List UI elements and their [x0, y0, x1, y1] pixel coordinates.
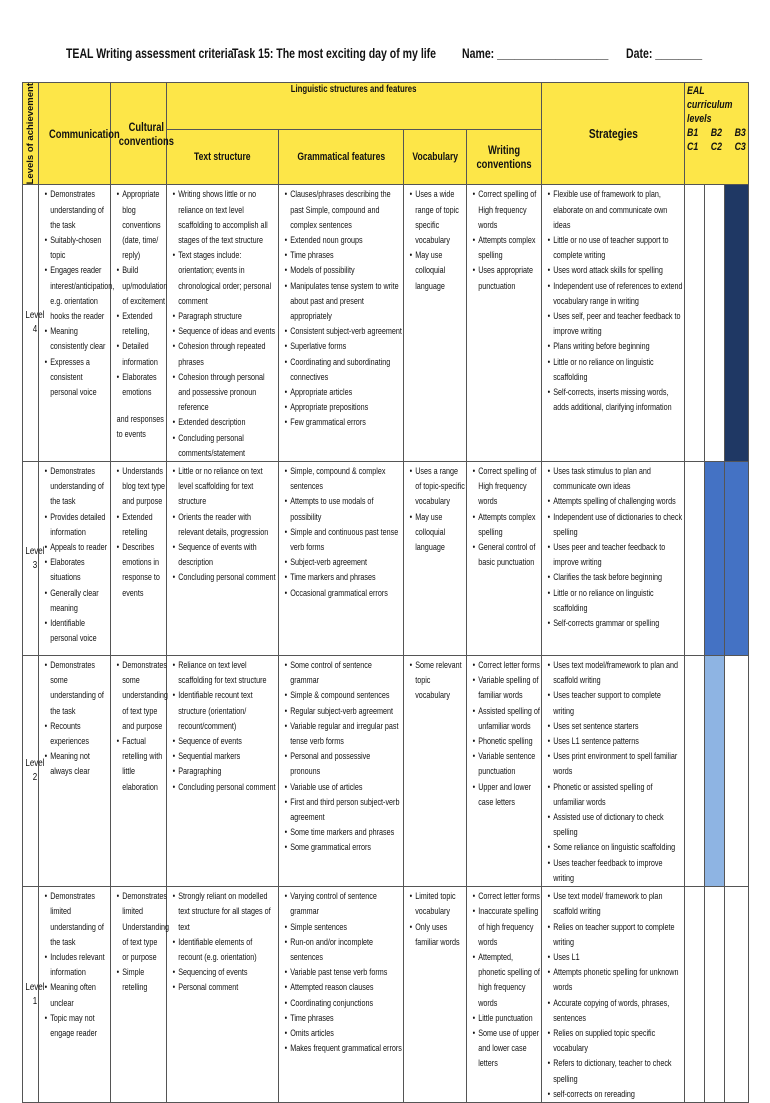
criteria-item: • Superlative forms	[285, 339, 403, 354]
criteria-item: • Extended retelling	[117, 510, 166, 540]
criteria-item: • Variable spelling of familiar words	[473, 673, 541, 703]
criteria-item: • Writing shows little or no reliance on text level scaffolding to accomplish all stages of the text structure	[173, 187, 278, 248]
criteria-item: • Upper and lower case letters	[473, 780, 541, 810]
writing-header: Writing conventions	[467, 130, 542, 185]
criteria-item: • Varying control of sentence grammar	[285, 889, 403, 919]
criteria-item: • Engages reader interest/anticipation, e.g. orientation hooks the reader	[45, 263, 110, 324]
criteria-item: • Variable regular and irregular past tense verb forms	[285, 719, 403, 749]
criteria-item: • Correct letter forms	[473, 889, 541, 904]
strategies-cell	[542, 462, 685, 656]
criteria-item: • Coordinating and subordinating connectives	[285, 355, 403, 385]
criteria-item: • Generally clear meaning	[45, 586, 110, 616]
criteria-item: • Coordinating conjunctions	[285, 996, 403, 1011]
criteria-item: • Paragraphing	[173, 764, 278, 779]
criteria-item: • Variable past tense verb forms	[285, 965, 403, 980]
criteria-item: • Time markers and phrases	[285, 570, 403, 585]
levels-header	[23, 83, 39, 185]
criteria-item: • Run-on and/or incomplete sentences	[285, 935, 403, 965]
criteria-list	[404, 185, 466, 293]
vocabulary-header: Vocabulary	[404, 130, 467, 185]
criteria-item: • Sequence of ideas and events	[173, 324, 278, 339]
criteria-item: • Simple, compound & complex sentences	[285, 464, 403, 494]
cultural-cell	[111, 887, 170, 1103]
criteria-item: • Attempts complex spelling	[473, 510, 541, 540]
criteria-item: • Elaborates emotions	[117, 370, 166, 400]
date-field[interactable]: Date: ________	[626, 46, 703, 61]
criteria-item: • Limited topic vocabulary	[410, 889, 466, 919]
criteria-list	[111, 656, 166, 795]
eal-levels-header	[685, 83, 749, 185]
eal-band-2	[705, 185, 725, 462]
criteria-item: • Subject-verb agreement	[285, 555, 403, 570]
criteria-item: • Time phrases	[285, 248, 403, 263]
criteria-list	[39, 462, 110, 646]
criteria-list	[404, 656, 466, 704]
criteria-item: • Appeals to reader	[45, 540, 110, 555]
criteria-item: • Uses set sentence starters	[548, 719, 684, 734]
criteria-item: • Demonstrates limited Understanding of text type or purpose	[117, 889, 166, 965]
level-3-label: Level 3	[23, 462, 39, 656]
criteria-item: • Uses text model/framework to plan and scaffold writing	[548, 658, 684, 688]
sheet-title: TEAL Writing assessment criteria	[66, 46, 234, 61]
criteria-item: • Uses teacher support to complete writing	[548, 688, 684, 718]
eal-band-1	[685, 462, 705, 656]
criteria-list	[404, 887, 466, 950]
criteria-item: • Appropriate blog conventions (date, time/ reply)	[117, 187, 166, 263]
criteria-item: • Occasional grammatical errors	[285, 586, 403, 601]
criteria-list	[167, 887, 278, 995]
criteria-item: • Extended description	[173, 415, 278, 430]
text-structure-cell	[167, 887, 279, 1103]
criteria-list	[467, 656, 541, 810]
criteria-item: • self-corrects on rereading	[548, 1087, 684, 1102]
criteria-item: • Identifiable recount text structure (orientation/ recount/comment)	[173, 688, 278, 734]
task-title: Task 15: The most exciting day of my life	[232, 46, 437, 61]
criteria-item: • Variable use of articles	[285, 780, 403, 795]
criteria-item: • Relies on supplied topic specific vocabulary	[548, 1026, 684, 1056]
criteria-item: • Uses teacher feedback to improve writing	[548, 856, 684, 886]
criteria-item: • Uses task stimulus to plan and communicate own ideas	[548, 464, 684, 494]
criteria-item: • Uses L1 sentence patterns	[548, 734, 684, 749]
criteria-item: • Orients the reader with relevant details, progression	[173, 510, 278, 540]
criteria-item: • Concluding personal comments/statement	[173, 431, 278, 461]
eal-c-levels: C1 C2 C3	[687, 141, 746, 153]
criteria-item: • Provides detailed information	[45, 510, 110, 540]
criteria-item: • Meaning consistently clear	[45, 324, 110, 354]
criteria-item: • Attempts phonetic spelling for unknown words	[548, 965, 684, 995]
communication-header: Communication	[39, 83, 111, 185]
criteria-item: • General control of basic punctuation	[473, 540, 541, 570]
criteria-item: • Demonstrates limited understanding of the task	[45, 889, 110, 950]
criteria-item: • Sequence of events	[173, 734, 278, 749]
criteria-item: • Little punctuation	[473, 1011, 541, 1026]
grammatical-header: Grammatical features	[279, 130, 404, 185]
criteria-item: • Demonstrates understanding of the task	[45, 464, 110, 510]
criteria-item: • Self-corrects grammar or spelling	[548, 616, 684, 631]
eal-band-2	[705, 656, 725, 887]
criteria-item: • Uses a range of topic-specific vocabulary	[410, 464, 466, 510]
criteria-item: • Sequential markers	[173, 749, 278, 764]
criteria-list	[542, 185, 684, 415]
criteria-item: • Sequence of events with description	[173, 540, 278, 570]
criteria-item: • Regular subject-verb agreement	[285, 704, 403, 719]
criteria-list	[279, 887, 403, 1056]
criteria-item: • Expresses a consistent personal voice	[45, 355, 110, 401]
criteria-note: and responses to events	[116, 414, 164, 440]
criteria-item: • Build up/modulation of excitement	[117, 263, 166, 309]
criteria-item: • Assisted use of dictionary to check spelling	[548, 810, 684, 840]
criteria-item: • Appropriate articles	[285, 385, 403, 400]
text-structure-header: Text structure	[167, 130, 279, 185]
criteria-item: • Clarifies the task before beginning	[548, 570, 684, 585]
criteria-item: • Some control of sentence grammar	[285, 658, 403, 688]
criteria-item: • Appropriate prepositions	[285, 400, 403, 415]
criteria-item: • Consistent subject-verb agreement	[285, 324, 403, 339]
criteria-item: • Meaning not always clear	[45, 749, 110, 779]
criteria-item: • Independent use of references to extend vocabulary range in writing	[548, 279, 684, 309]
criteria-item: • Identifiable personal voice	[45, 616, 110, 646]
criteria-item: • Assisted spelling of unfamiliar words	[473, 704, 541, 734]
cultural-cell	[111, 462, 167, 656]
criteria-item: • Little or no reliance on linguistic scaffolding	[548, 586, 684, 616]
criteria-list	[542, 462, 684, 631]
criteria-item: • Correct spelling of High frequency words	[473, 464, 541, 510]
criteria-list	[167, 462, 278, 586]
criteria-list	[467, 185, 541, 293]
criteria-item: • Suitably-chosen topic	[45, 233, 110, 263]
criteria-item: • Simple retelling	[117, 965, 166, 995]
criteria-item: • Correct spelling of High frequency words	[473, 187, 541, 233]
criteria-item: • Simple and continuous past tense verb forms	[285, 525, 403, 555]
criteria-item: • Demonstrates understanding of the task	[45, 187, 110, 233]
criteria-item: • Sequencing of events	[173, 965, 278, 980]
criteria-item: • Some time markers and phrases	[285, 825, 403, 840]
criteria-item: • Uses self, peer and teacher feedback to improve writing	[548, 309, 684, 339]
criteria-list	[39, 656, 110, 780]
criteria-item: • Attempts complex spelling	[473, 233, 541, 263]
criteria-list	[167, 656, 278, 795]
level-4-label: Level 4	[23, 185, 39, 462]
levels-header-label: Levels of achievement	[24, 83, 36, 185]
criteria-item: • Uses a wide range of topic specific vocabulary	[410, 187, 466, 248]
criteria-item: • Cohesion through personal and possessive pronoun reference	[173, 370, 278, 416]
text-structure-cell	[167, 656, 279, 887]
criteria-item: • Includes relevant information	[45, 950, 110, 980]
criteria-list	[279, 656, 403, 856]
writing-cell	[467, 185, 542, 462]
criteria-item: • Clauses/phrases describing the past Simple, compound and complex sentences	[285, 187, 403, 233]
eal-band-3	[725, 185, 749, 462]
text-structure-cell	[167, 462, 279, 656]
criteria-item: • Attempts to use modals of possibility	[285, 494, 403, 524]
writing-cell	[467, 462, 542, 656]
criteria-list	[167, 185, 278, 461]
criteria-item: • Manipulates tense system to write about past and present appropriately	[285, 279, 403, 325]
grammatical-cell	[279, 887, 404, 1103]
criteria-item: • Demonstrates some understanding of text type and purpose	[117, 658, 166, 734]
eal-band-1	[685, 185, 705, 462]
criteria-item: • Inaccurate spelling of high frequency words	[473, 904, 541, 950]
grammatical-cell	[279, 656, 404, 887]
criteria-item: • Refers to dictionary, teacher to check spelling	[548, 1056, 684, 1086]
criteria-item: • Text stages include: orientation; events in chronological order; personal comment	[173, 248, 278, 309]
grammatical-cell	[279, 462, 404, 656]
communication-cell	[39, 462, 111, 656]
criteria-item: • Extended noun groups	[285, 233, 403, 248]
criteria-item: • Understands blog text type and purpose	[117, 464, 166, 510]
strategies-cell	[542, 656, 685, 887]
criteria-item: • Some grammatical errors	[285, 840, 403, 855]
criteria-item: • Topic may not engage reader	[45, 1011, 110, 1041]
vocabulary-cell	[404, 887, 467, 1103]
criteria-item: • Phonetic spelling	[473, 734, 541, 749]
grammatical-cell	[279, 185, 404, 462]
writing-cell	[467, 887, 542, 1103]
criteria-list	[111, 462, 166, 601]
criteria-item: • Some relevant topic vocabulary	[410, 658, 466, 704]
eal-band-2	[705, 462, 725, 656]
criteria-item: • Phonetic or assisted spelling of unfamiliar words	[548, 780, 684, 810]
criteria-item: • Cohesion through repeated phrases	[173, 339, 278, 369]
criteria-item: • Strongly reliant on modelled text structure for all stages of text	[173, 889, 278, 935]
eal-band-1	[685, 887, 705, 1103]
criteria-item: • Little or no reliance on linguistic scaffolding	[548, 355, 684, 385]
criteria-item: • Variable sentence punctuation	[473, 749, 541, 779]
criteria-item: • Meaning often unclear	[45, 980, 110, 1010]
criteria-item: • Demonstrates some understanding of the task	[45, 658, 110, 719]
vocabulary-cell	[404, 462, 467, 656]
criteria-item: • May use colloquial language	[410, 510, 466, 556]
criteria-item: • Uses word attack skills for spelling	[548, 263, 684, 278]
criteria-item: • Models of possibility	[285, 263, 403, 278]
level-2-label: Level 2	[23, 656, 39, 887]
criteria-item: • May use colloquial language	[410, 248, 466, 294]
eal-band-2	[705, 887, 725, 1103]
criteria-list	[111, 887, 170, 995]
communication-cell	[39, 185, 115, 462]
text-structure-cell	[167, 185, 279, 462]
criteria-item: • Attempts spelling of challenging words	[548, 494, 684, 509]
communication-cell	[39, 656, 111, 887]
criteria-item: • Little or no use of teacher support to complete writing	[548, 233, 684, 263]
criteria-item: • Uses print environment to spell familiar words	[548, 749, 684, 779]
criteria-list	[542, 656, 684, 886]
criteria-item: • Time phrases	[285, 1011, 403, 1026]
criteria-item: • Detailed information	[117, 339, 166, 369]
assessment-table	[22, 82, 749, 1103]
criteria-item: • Attempted reason clauses	[285, 980, 403, 995]
writing-cell	[467, 656, 542, 887]
criteria-item: • Some reliance on linguistic scaffolding	[548, 840, 684, 855]
communication-cell	[39, 887, 111, 1103]
vocabulary-cell	[404, 656, 467, 887]
name-field[interactable]: Name: ___________________	[462, 46, 609, 61]
criteria-item: • Little or no reliance on text level scaffolding for text structure	[173, 464, 278, 510]
criteria-list	[467, 462, 541, 570]
criteria-list	[39, 185, 115, 400]
cultural-cell	[111, 185, 167, 462]
cultural-header: Cultural conventions	[111, 83, 167, 185]
criteria-item: • Personal and possessive pronouns	[285, 749, 403, 779]
cultural-cell	[111, 656, 167, 887]
criteria-item: • Uses peer and teacher feedback to improve writing	[548, 540, 684, 570]
criteria-list	[39, 887, 110, 1041]
criteria-item: • Some use of upper and lower case letters	[473, 1026, 541, 1072]
criteria-item: • Few grammatical errors	[285, 415, 403, 430]
criteria-item: • Identifiable elements of recount (e.g. orientation)	[173, 935, 278, 965]
criteria-item: • Elaborates situations	[45, 555, 110, 585]
criteria-item: • Recounts experiences	[45, 719, 110, 749]
eal-band-1	[685, 656, 705, 887]
criteria-item: • Concluding personal comment	[173, 570, 278, 585]
criteria-item: • Self-corrects, inserts missing words, adds additional, clarifying information	[548, 385, 684, 415]
eal-band-3	[725, 656, 749, 887]
level-1-label: Level 1	[23, 887, 39, 1103]
criteria-item: • Attempted, phonetic spelling of high frequency words	[473, 950, 541, 1011]
strategies-cell	[542, 887, 685, 1103]
criteria-item: • Accurate copying of words, phrases, sentences	[548, 996, 684, 1026]
criteria-list	[279, 185, 403, 430]
criteria-item: • First and third person subject-verb agreement	[285, 795, 403, 825]
criteria-item: • Describes emotions in response to events	[117, 540, 166, 601]
criteria-list	[404, 462, 466, 555]
criteria-list	[279, 462, 403, 601]
criteria-item: • Flexible use of framework to plan, elaborate on and communicate own ideas	[548, 187, 684, 233]
criteria-item: • Reliance on text level scaffolding for text structure	[173, 658, 278, 688]
criteria-item: • Uses L1	[548, 950, 684, 965]
criteria-list	[467, 887, 541, 1071]
criteria-item: • Uses appropriate punctuation	[473, 263, 541, 293]
criteria-item: • Paragraph structure	[173, 309, 278, 324]
strategies-cell	[542, 185, 685, 462]
criteria-item: • Concluding personal comment	[173, 780, 278, 795]
eal-title: EAL curriculum levels	[687, 85, 733, 125]
criteria-item: • Simple & compound sentences	[285, 688, 403, 703]
eal-band-3	[725, 462, 749, 656]
criteria-item: • Makes frequent grammatical errors	[285, 1041, 403, 1056]
criteria-item: • Independent use of dictionaries to check spelling	[548, 510, 684, 540]
eal-band-3	[725, 887, 749, 1103]
criteria-item: • Omits articles	[285, 1026, 403, 1041]
vocabulary-cell	[404, 185, 467, 462]
criteria-item: • Correct letter forms	[473, 658, 541, 673]
criteria-item: • Plans writing before beginning	[548, 339, 684, 354]
criteria-list	[542, 887, 684, 1102]
criteria-item: • Personal comment	[173, 980, 278, 995]
criteria-item: • Simple sentences	[285, 920, 403, 935]
criteria-item: • Only uses familiar words	[410, 920, 466, 950]
criteria-item: • Factual retelling with little elaboration	[117, 734, 166, 795]
eal-b-levels: B1 B2 B3	[687, 127, 746, 139]
criteria-item: • Use text model/ framework to plan scaffold writing	[548, 889, 684, 919]
criteria-item: • Relies on teacher support to complete writing	[548, 920, 684, 950]
criteria-list	[111, 185, 166, 400]
linguistic-header: Linguistic structures and features	[167, 83, 542, 130]
strategies-header: Strategies	[542, 83, 685, 185]
criteria-item: • Extended retelling,	[117, 309, 166, 339]
